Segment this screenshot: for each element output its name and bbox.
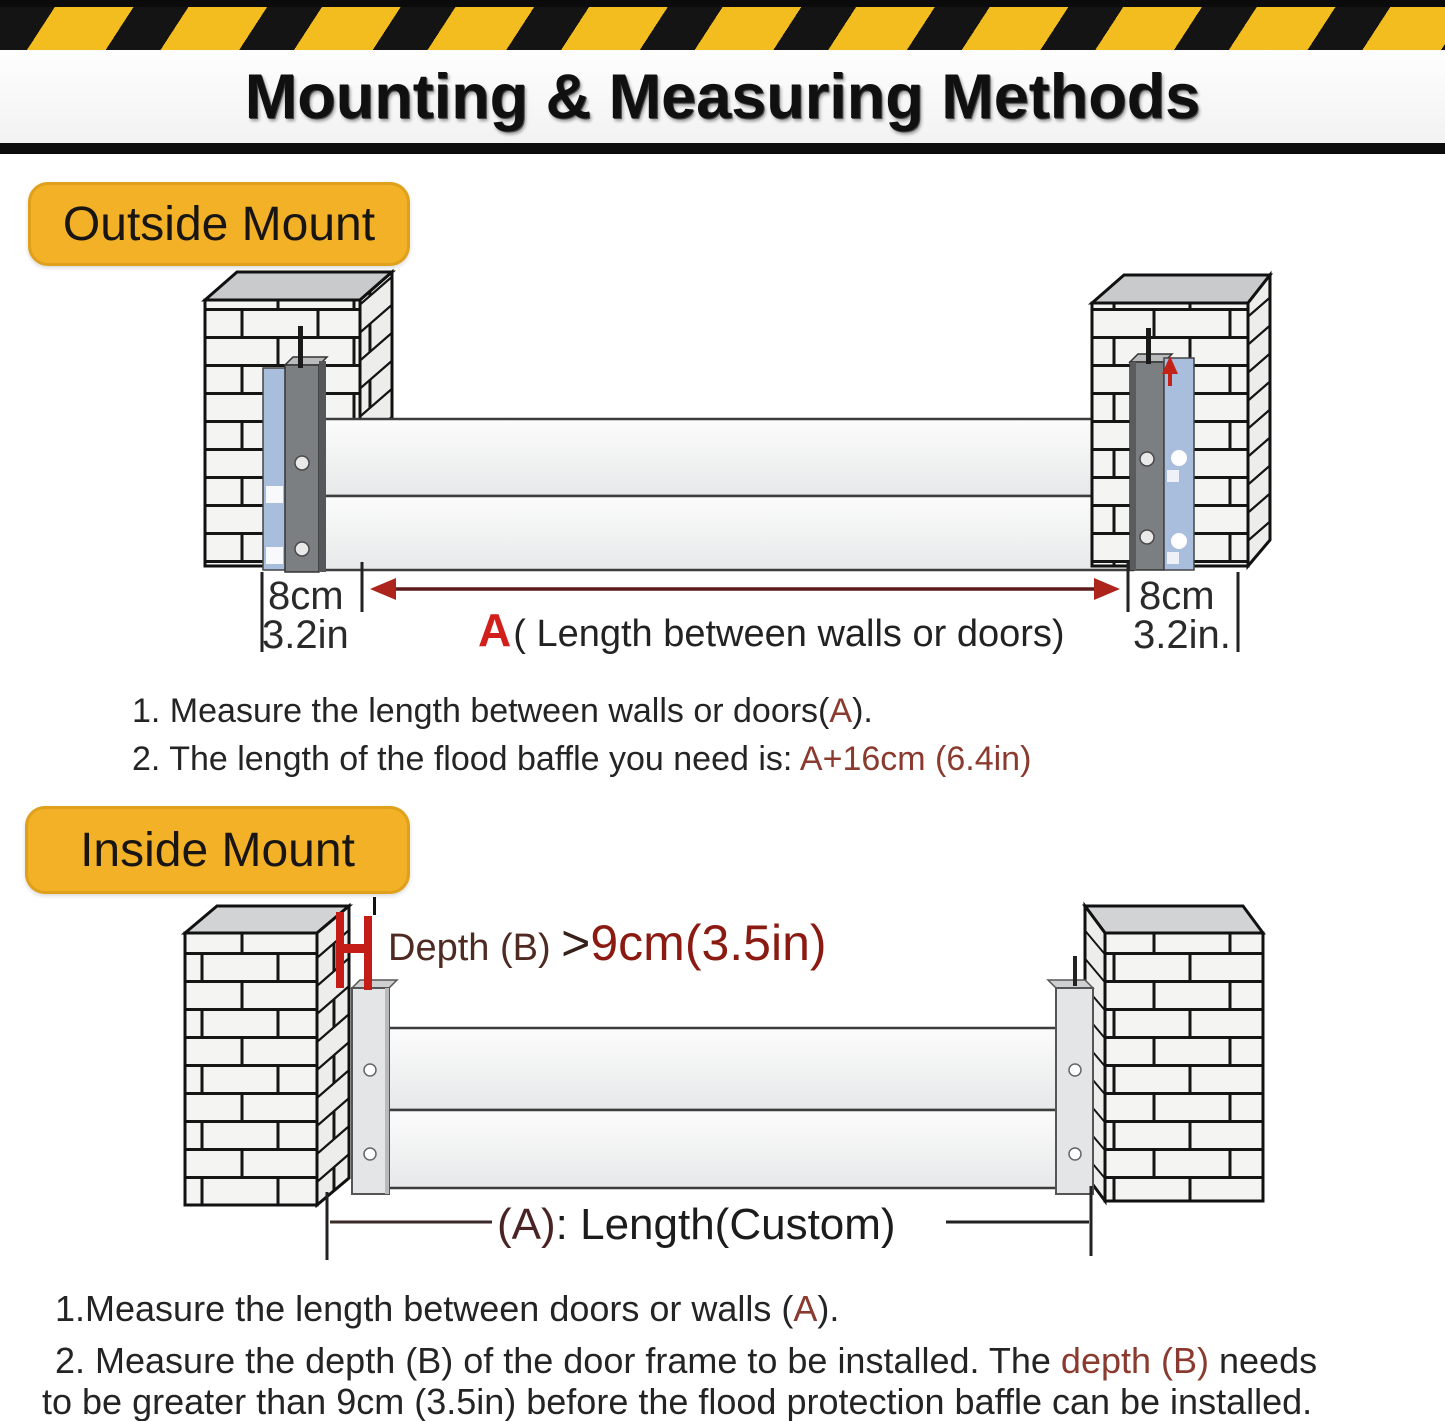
im-step2-text: 2. Measure the depth (B) of the door frame to be installed. The (55, 1340, 1061, 1381)
im-right-brick-pillar (1085, 906, 1263, 1201)
im-step2-line2-text: to be greater than 9cm (3.5in) before the flood protection baffle can be installed. (42, 1381, 1313, 1421)
om-a-text: ( Length between walls or doors) (513, 613, 1065, 655)
im-step1-text: 1.Measure the length between doors or walls ( (55, 1288, 794, 1329)
om-left-8cm-label: 8cm (268, 574, 344, 618)
im-step-2-line1 (55, 1340, 1317, 1382)
im-step-2-line2 (42, 1381, 1312, 1421)
im-step2-end: needs (1209, 1340, 1318, 1381)
im-step-1 (55, 1288, 839, 1330)
om-step-1 (132, 692, 873, 731)
im-length-a: (A) (497, 1200, 556, 1249)
om-right-rail (1130, 328, 1194, 570)
om-length-arrow (370, 578, 1120, 600)
outside-mount-badge: Outside Mount (28, 182, 410, 266)
im-flood-barrier (378, 1028, 1060, 1188)
im-depth-value: 9cm(3.5in) (590, 915, 827, 971)
im-length-text: : Length(Custom) (555, 1200, 896, 1249)
om-step-2 (132, 740, 1031, 779)
im-depth-gt: > (561, 915, 591, 971)
im-step2-depth: depth (B) (1060, 1340, 1209, 1381)
om-step1-a: A (829, 692, 853, 730)
im-depth-label (388, 914, 827, 972)
outside-mount-diagram (205, 272, 1270, 652)
om-length-a-label (478, 603, 1065, 657)
om-step2-formula: A+16cm (6.4in) (799, 740, 1032, 778)
om-a-letter: A (478, 604, 512, 656)
om-step1-end: ). (852, 692, 873, 730)
om-right-8cm-label: 8cm (1139, 574, 1215, 618)
om-left-32in-label: 3.2in (262, 613, 349, 657)
om-right-bolt (1146, 328, 1151, 364)
im-step1-end: ). (817, 1288, 840, 1329)
om-step1-text: 1. Measure the length between walls or doors( (132, 692, 830, 730)
im-step1-a: A (793, 1288, 818, 1329)
im-depth-pre: Depth (B) (388, 927, 562, 969)
om-step2-text: 2. The length of the flood baffle you need is: (132, 740, 800, 778)
om-flood-barrier (319, 419, 1133, 570)
inside-mount-badge: Inside Mount (25, 806, 410, 894)
im-left-brick-pillar (185, 906, 349, 1205)
om-right-32in-label: 3.2in. (1133, 613, 1231, 657)
im-length-label (497, 1200, 896, 1250)
om-left-bolt (298, 326, 303, 368)
page-title: Mounting & Measuring Methods (244, 61, 1201, 132)
